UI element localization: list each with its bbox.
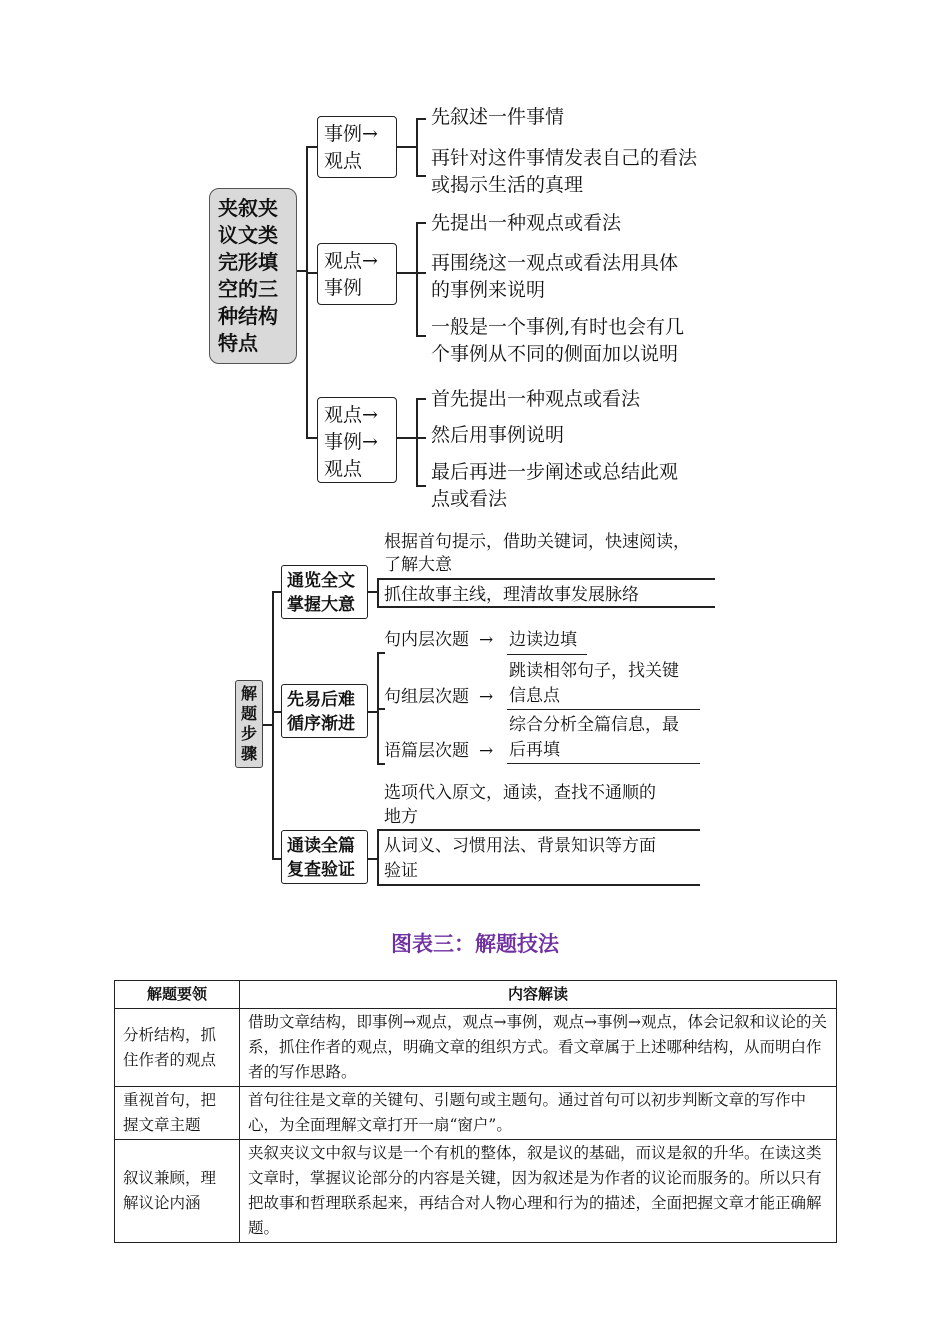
item: 验证 bbox=[384, 861, 418, 881]
item: 从词义、习惯用法、背景知识等方面 bbox=[384, 836, 656, 856]
section-title: 图表三：解题技法 bbox=[391, 932, 559, 956]
item: 先提出一种观点或看法 bbox=[431, 212, 622, 234]
branch-example-to-view: 事例→ 观点 bbox=[317, 116, 397, 178]
item: 根据首句提示，借助关键词，快速阅读， bbox=[384, 532, 690, 552]
item: 点或看法 bbox=[431, 488, 508, 510]
table-header-row bbox=[115, 981, 837, 1009]
diagram2-root: 解 题 步 骤 bbox=[235, 680, 263, 768]
table-cell-value: 首句往往是文章的关键句、引题句或主题句。通过首句可以初步判断文章的写作中心，为全面理解文章打开一扇“窗户”。 bbox=[240, 1087, 837, 1140]
column-header: 内容解读 bbox=[240, 981, 837, 1009]
diagram1-root: 夹叙夹 议文类 完形填 空的三 种结构 特点 bbox=[209, 188, 297, 364]
item: 个事例从不同的侧面加以说明 bbox=[431, 343, 679, 365]
arrow-icon: → bbox=[479, 687, 494, 707]
table-cell-value: 夹叙夹议文中叙与议是一个有机的整体，叙是议的基础，而议是叙的升华。在读这类文章时，掌握议论部分的内容是关键，因为叙述是为作者的议论而服务的。所以只有把故事和哲理联系起来，再结合对人物心理和行为的描述，全面把握文章才能正确解题。 bbox=[240, 1140, 837, 1243]
step-easy-first: 先易后难 循序渐进 bbox=[281, 684, 368, 738]
techniques-table bbox=[114, 980, 837, 1243]
table-row bbox=[115, 1087, 837, 1140]
method: 边读边填 bbox=[509, 630, 577, 650]
level-label: 语篇层次题 bbox=[384, 741, 469, 761]
method: 跳读相邻句子，找关键 bbox=[509, 661, 679, 681]
branch-view-to-example: 观点→ 事例 bbox=[317, 243, 397, 305]
method: 信息点 bbox=[509, 686, 560, 706]
item: 的事例来说明 bbox=[431, 279, 546, 301]
item: 了解大意 bbox=[384, 555, 452, 575]
table-row bbox=[115, 1140, 837, 1243]
table-row bbox=[115, 1009, 837, 1087]
item: 选项代入原文，通读，查找不通顺的 bbox=[384, 783, 656, 803]
item: 最后再进一步阐述或总结此观 bbox=[431, 461, 679, 483]
item: 先叙述一件事情 bbox=[431, 106, 565, 128]
step-review: 通读全篇 复查验证 bbox=[281, 830, 368, 884]
item: 一般是一个事例,有时也会有几 bbox=[431, 316, 685, 338]
arrow-icon: → bbox=[479, 741, 494, 761]
table-cell-key: 叙议兼顾，理解议论内涵 bbox=[115, 1140, 240, 1243]
item: 抓住故事主线，理清故事发展脉络 bbox=[384, 585, 639, 605]
item: 再针对这件事情发表自己的看法 bbox=[431, 147, 698, 169]
step-overview: 通览全文 掌握大意 bbox=[281, 565, 368, 619]
arrow-icon: → bbox=[479, 630, 494, 650]
branch-view-example-view: 观点→ 事例→ 观点 bbox=[317, 397, 397, 483]
level-label: 句组层次题 bbox=[384, 687, 469, 707]
method: 后再填 bbox=[509, 740, 560, 760]
item: 或揭示生活的真理 bbox=[431, 174, 584, 196]
item: 首先提出一种观点或看法 bbox=[431, 388, 641, 410]
column-header: 解题要领 bbox=[115, 981, 240, 1009]
item: 然后用事例说明 bbox=[431, 424, 565, 446]
level-label: 句内层次题 bbox=[384, 630, 469, 650]
item: 地方 bbox=[384, 807, 418, 827]
table-cell-key: 重视首句，把握文章主题 bbox=[115, 1087, 240, 1140]
table-cell-value: 借助文章结构，即事例→观点，观点→事例，观点→事例→观点，体会记叙和议论的关系，抓住作者的观点，明确文章的组织方式。看文章属于上述哪种结构，从而明白作者的写作思路。 bbox=[240, 1009, 837, 1087]
table-cell-key: 分析结构，抓住作者的观点 bbox=[115, 1009, 240, 1087]
item: 再围绕这一观点或看法用具体 bbox=[431, 252, 679, 274]
method: 综合分析全篇信息，最 bbox=[509, 715, 679, 735]
